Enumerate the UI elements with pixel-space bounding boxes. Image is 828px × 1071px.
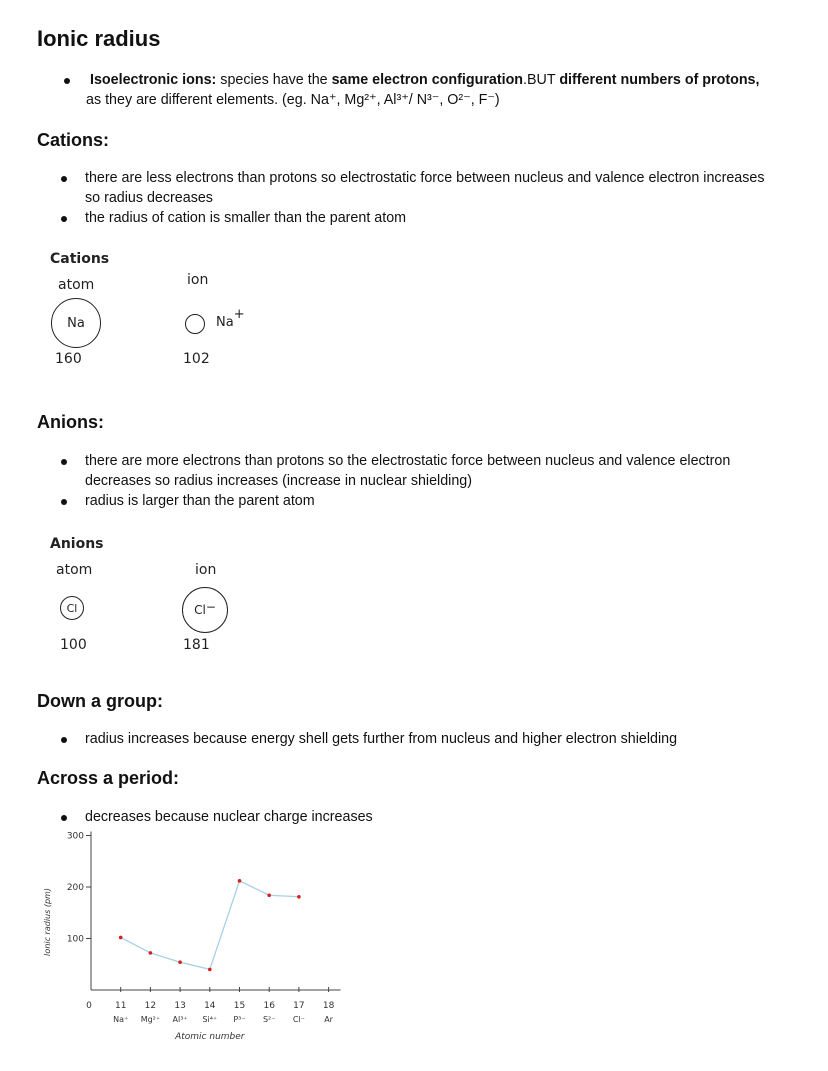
ion-symbol-label <box>216 306 245 330</box>
bullet-text: the radius of cation is smaller than the parent atom <box>85 210 407 226</box>
data-point <box>178 960 182 964</box>
intro-bold-1: same electron configuration <box>331 72 524 88</box>
list-item <box>85 451 775 491</box>
data-point <box>267 893 271 897</box>
down-group-bullets <box>85 729 785 749</box>
ion-label: S²⁻ <box>262 1015 276 1024</box>
across-period-bullets <box>85 807 785 827</box>
atom-circle <box>51 298 101 348</box>
list-item <box>85 208 765 228</box>
ion-circle <box>185 314 205 334</box>
ion-label: Si⁴⁺ <box>202 1015 218 1024</box>
atom-symbol: Na <box>67 315 85 331</box>
ion-label: Ar <box>324 1015 333 1024</box>
ionic-radius-chart <box>30 831 360 1050</box>
atom-label: atom <box>58 277 95 293</box>
bullet-text: decreases because nuclear charge increases <box>85 809 373 825</box>
intro-bold-term: Isoelectronic ions: <box>90 72 217 88</box>
ion-label: ion <box>187 272 209 288</box>
x-tick-label: 0 <box>86 1001 92 1011</box>
bullet-text: there are more electrons than protons so the electrostatic force between nucleus and valence electron decreases so radius increases (increase in nuclear shielding) <box>85 453 731 489</box>
ion-symbol: Na <box>216 315 234 330</box>
list-item <box>85 491 775 511</box>
data-point <box>297 895 301 899</box>
x-tick-label: 14 <box>204 1001 216 1011</box>
x-tick-label: 13 <box>174 1001 186 1011</box>
atom-label: atom <box>56 562 93 578</box>
intro-line-2: as they are different elements. (eg. Na⁺, Mg²⁺, Al³⁺/ N³⁻, O²⁻, F⁻) <box>86 92 500 108</box>
bullet-dot <box>64 78 70 84</box>
cations-bullets <box>85 168 765 228</box>
atom-symbol: Cl <box>66 601 78 615</box>
atom-value: 100 <box>60 637 87 653</box>
list-item <box>85 729 785 749</box>
x-tick-label: 17 <box>293 1001 305 1011</box>
bullet-text: there are less electrons than protons so electrostatic force between nucleus and valence electron increases so radius decreases <box>85 170 765 206</box>
ion-charge: + <box>233 306 245 322</box>
x-tick-label: 11 <box>114 1001 127 1011</box>
list-item <box>85 807 785 827</box>
x-tick-label: 18 <box>322 1001 335 1011</box>
atom-circle <box>60 596 84 620</box>
diagram-title: Anions <box>50 536 104 552</box>
ion-circle: Cl − <box>182 587 228 633</box>
anions-heading: Anions: <box>37 412 104 432</box>
anions-bullets <box>85 451 775 511</box>
ion-label: Na⁺ <box>113 1015 129 1024</box>
atom-value: 160 <box>55 351 82 367</box>
ion-label: Cl⁻ <box>292 1015 305 1024</box>
intro-bold-2: different numbers of protons, <box>559 72 760 88</box>
intro-text-2: .BUT <box>523 72 560 88</box>
list-item <box>85 168 765 208</box>
y-tick-label: 300 <box>66 831 84 842</box>
across-period-heading: Across a period: <box>37 768 180 788</box>
ion-symbol: Cl <box>194 603 206 617</box>
x-tick-label: 15 <box>233 1001 246 1011</box>
ion-label: ion <box>195 562 217 578</box>
page-title: Ionic radius <box>37 26 161 51</box>
series-line <box>121 881 299 970</box>
bullet-text: radius is larger than the parent atom <box>85 493 315 509</box>
ion-label: Al³⁺ <box>172 1015 188 1024</box>
x-axis-title: Atomic number <box>175 1032 245 1042</box>
data-point <box>119 936 123 940</box>
diagram-title: Cations <box>50 251 110 267</box>
ion-label: Mg²⁺ <box>140 1015 161 1024</box>
ion-value: 102 <box>183 351 210 367</box>
intro-text-1: species have the <box>216 72 332 88</box>
intro-bullet <box>86 70 805 110</box>
cations-heading: Cations: <box>37 130 109 150</box>
bullet-text: radius increases because energy shell gets further from nucleus and higher electron shielding <box>85 731 678 747</box>
ion-value: 181 <box>183 637 210 653</box>
x-tick-label: 12 <box>144 1001 157 1011</box>
x-tick-label: 16 <box>263 1001 275 1011</box>
data-point <box>149 951 153 955</box>
data-point <box>238 879 242 883</box>
y-axis-title: Ionic radius (pm) <box>43 888 52 956</box>
y-tick-label: 100 <box>66 934 84 945</box>
ion-label: P³⁻ <box>233 1015 246 1024</box>
data-point <box>208 968 212 972</box>
down-group-heading: Down a group: <box>37 691 163 711</box>
y-tick-label: 200 <box>66 883 84 893</box>
